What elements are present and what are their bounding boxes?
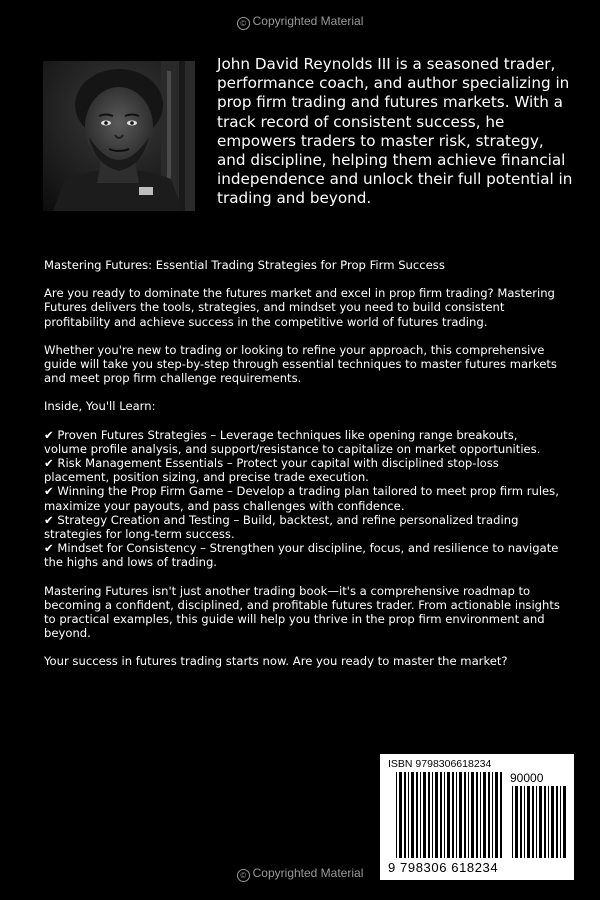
book-title: Mastering Futures: Essential Trading Strategies for Prop Firm Success [44,258,445,272]
copyright-icon: © [237,869,250,882]
copyright-watermark-bottom [0,866,600,882]
learn-point: ✔ Risk Management Essentials – Protect your capital with disciplined stop-loss placement, position sizing, and precise trade execution. [44,456,499,485]
copyright-icon: © [237,17,250,30]
second-paragraph: Whether you're new to trading or looking to refine your approach, this comprehensive guide will take you step-by-step through essential techniques to master futures markets and meet prop firm challenge requirements. [44,342,557,386]
author-bio: John David Reynolds III is a seasoned trader, performance coach, and author specializing in prop firm trading and futures markets. With a track record of consistent success, he empowers traders to master risk, strategy, and discipline, helping them achieve financial independence and unlock their full potential in trading and beyond. [217,55,573,208]
watermark-text: Copyrighted Material [252,14,364,28]
price-code: 90000 [510,771,544,785]
isbn-label: ISBN 9798306618234 [388,758,492,770]
watermark-text: Copyrighted Material [252,866,364,880]
barcode-digits: 9 798306 618234 [388,860,499,875]
learn-point: ✔ Mindset for Consistency – Strengthen your discipline, focus, and resilience to navigate the highs and lows of trading. [44,541,559,570]
learn-heading: Inside, You'll Learn: [44,399,156,414]
author-photo [43,61,195,211]
author-photo-illustration [43,61,195,211]
learn-point: ✔ Proven Futures Strategies – Leverage techniques like opening range breakouts, volume profile analysis, and support/resistance to capitalize on market opportunities. [44,427,541,456]
isbn-barcode [380,754,574,880]
final-line: Your success in futures trading starts now. Are you ready to master the market? [44,654,508,669]
learn-point: ✔ Winning the Prop Firm Game – Develop a trading plan tailored to meet prop firm rules, maximize your payouts, and pass challenges with confidence. [44,484,559,513]
back-cover-description [44,258,564,669]
learn-point: ✔ Strategy Creation and Testing – Build, backtest, and refine personalized trading strategies for long-term success. [44,512,519,542]
copyright-watermark-top [0,14,600,30]
closing-paragraph: Mastering Futures isn't just another trading book—it's a comprehensive roadmap to becoming a confident, disciplined, and profitable futures trader. From actionable insights to practical examples, this guide will help you thrive in the prop firm environment and beyond. [44,583,560,641]
intro-paragraph: Are you ready to dominate the futures market and excel in prop firm trading? Mastering Futures delivers the tools, strategies, and mindset you need to build consistent profitability and achieve success in the competitive world of futures trading. [44,286,555,329]
